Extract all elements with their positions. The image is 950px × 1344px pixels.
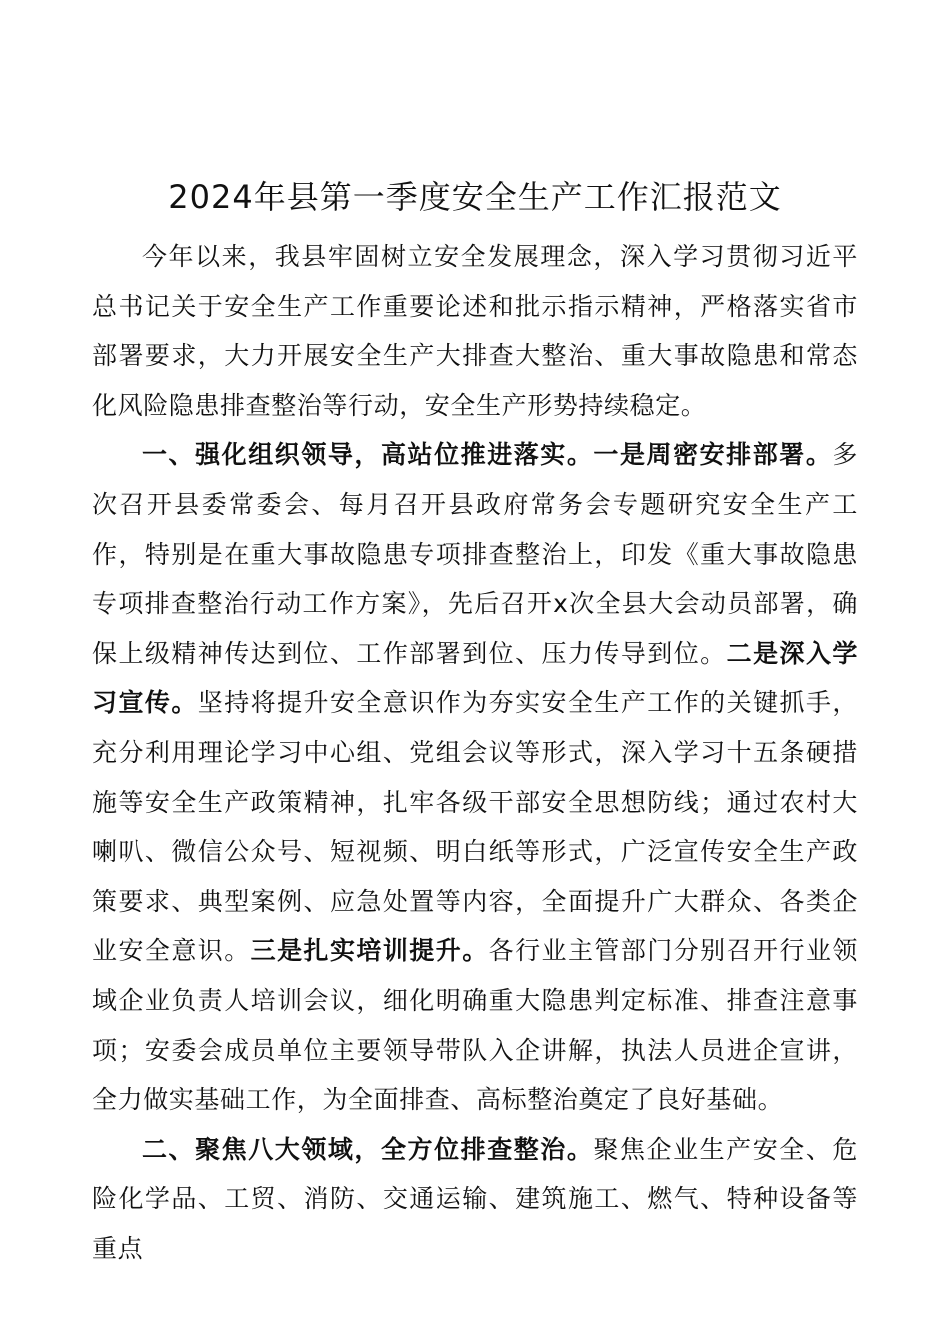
paragraph-text: 多次召开县委常委会、每月召开县政府常务会专题研究安全生产工作，特别是在重大事故隐患专项排查整治上，印发《重大事故隐患专项排查整治行动工作方案》，先后召开x次全县大会动员部署，确保上级精神传达到位、工作部署到位、压力传导到位。 [92, 440, 858, 668]
document-title: 2024年县第一季度安全生产工作汇报范文 [168, 178, 782, 216]
paragraph-text: 各行业主管部门分别召开行业领域企业负责人培训会议，细化明确重大隐患判定标准、排查注意事项；安委会成员单位主要领导带队入企讲解，执法人员进企宣讲，全力做实基础工作，为全面排查、高标整治奠定了良好基础。 [92, 936, 858, 1115]
document-body [92, 232, 858, 1273]
section-heading: 一、强化组织领导，高站位推进落实。 [142, 440, 594, 470]
paragraph-text: 坚持将提升安全意识作为夯实安全生产工作的关键抓手，充分利用理论学习中心组、党组会议等形式，深入学习十五条硬措施等安全生产政策精神，扎牢各级干部安全思想防线；通过农村大喇叭、微信公众号、短视频、明白纸等形式，广泛宣传安全生产政策要求、典型案例、应急处置等内容，全面提升广大群众、各类企业安全意识。 [92, 688, 858, 966]
subpoint-heading: 二是深入学习宣传。 [92, 638, 858, 718]
subpoint-heading: 一是周密安排部署。 [593, 440, 833, 470]
subpoint-heading: 三是扎实培训提升。 [250, 936, 489, 966]
section-heading: 二、聚焦八大领域，全方位排查整治。 [142, 1134, 594, 1164]
paragraph-text: 聚焦企业生产安全、危险化学品、工贸、消防、交通运输、建筑施工、燃气、特种设备等重点 [92, 1134, 858, 1263]
paragraph-section-two [92, 1125, 858, 1274]
paragraph-section-one [92, 430, 858, 1124]
paragraph-intro [92, 232, 858, 430]
paragraph-text: 今年以来，我县牢固树立安全发展理念，深入学习贯彻习近平总书记关于安全生产工作重要论述和批示指示精神，严格落实省市部署要求，大力开展安全生产大排查大整治、重大事故隐患和常态化风险隐患排查整治等行动，安全生产形势持续稳定。 [92, 242, 858, 420]
